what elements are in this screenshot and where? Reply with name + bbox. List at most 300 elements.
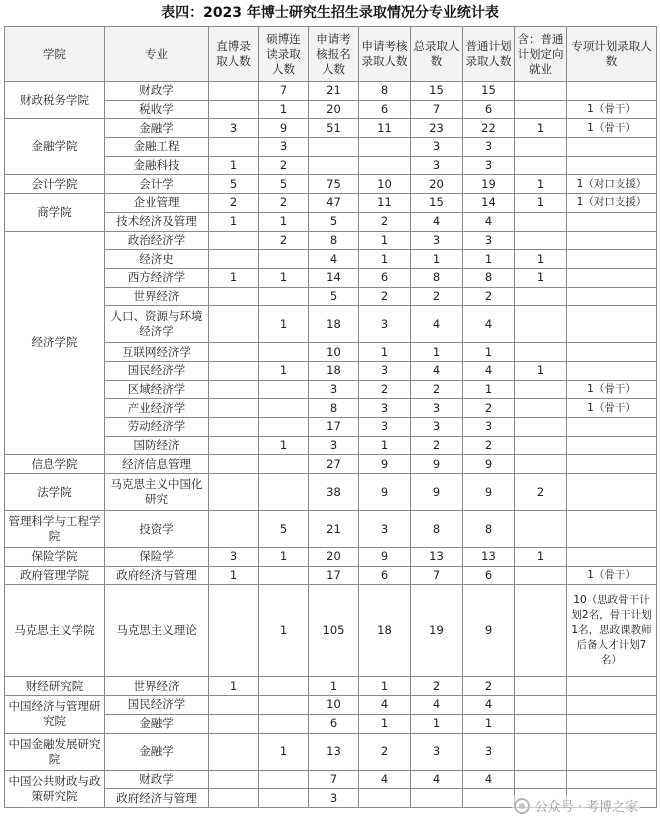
directed-cell: 1 (515, 548, 567, 567)
total-cell: 15 (411, 194, 463, 213)
total-cell: 7 (411, 100, 463, 119)
major-cell: 马克思主义理论 (105, 585, 209, 677)
direct-phd-cell: 1 (209, 677, 259, 696)
applicants-cell: 20 (309, 548, 359, 567)
total-cell: 3 (411, 399, 463, 418)
college-cell: 财经研究院 (5, 677, 105, 696)
applicants-cell: 21 (309, 82, 359, 101)
directed-cell (515, 231, 567, 250)
total-cell: 2 (411, 436, 463, 455)
college-cell: 经济学院 (5, 231, 105, 455)
master-phd-cell (259, 770, 309, 789)
direct-phd-cell: 3 (209, 119, 259, 138)
applicants-cell: 27 (309, 455, 359, 474)
major-cell: 国防经济 (105, 436, 209, 455)
applied-admitted-cell: 1 (359, 250, 411, 269)
directed-cell (515, 82, 567, 101)
special-cell (567, 361, 657, 380)
special-cell: 1（骨干） (567, 119, 657, 138)
applicants-cell: 20 (309, 100, 359, 119)
col-header-master-phd: 硕博连读录取人数 (259, 27, 309, 82)
total-cell: 9 (411, 455, 463, 474)
special-cell (567, 418, 657, 437)
table-row (5, 770, 657, 789)
applicants-cell: 17 (309, 566, 359, 585)
major-cell: 金融学 (105, 119, 209, 138)
major-cell: 金融学 (105, 714, 209, 733)
special-cell: 1（对口支援） (567, 175, 657, 194)
applied-admitted-cell: 6 (359, 268, 411, 287)
college-cell: 中国金融发展研究院 (5, 733, 105, 770)
regular-cell: 4 (463, 306, 515, 343)
major-cell: 金融学 (105, 733, 209, 770)
master-phd-cell (259, 677, 309, 696)
applied-admitted-cell (359, 789, 411, 808)
special-cell (567, 343, 657, 362)
regular-cell: 13 (463, 548, 515, 567)
watermark (512, 795, 640, 816)
total-cell: 20 (411, 175, 463, 194)
major-cell: 技术经济及管理 (105, 212, 209, 231)
table-row (5, 696, 657, 715)
applied-admitted-cell: 1 (359, 714, 411, 733)
major-cell: 马克思主义中国化研究 (105, 474, 209, 511)
table-title: 表四：2023 年博士研究生招生录取情况分专业统计表 (161, 5, 499, 21)
wechat-icon (514, 798, 530, 814)
direct-phd-cell: 3 (209, 548, 259, 567)
col-header-regular: 普通计划录取人数 (463, 27, 515, 82)
applicants-cell: 10 (309, 696, 359, 715)
major-cell: 金融科技 (105, 156, 209, 175)
applied-admitted-cell (359, 138, 411, 157)
direct-phd-cell: 1 (209, 566, 259, 585)
master-phd-cell: 2 (259, 194, 309, 213)
regular-cell: 2 (463, 399, 515, 418)
special-cell (567, 287, 657, 306)
special-cell (567, 268, 657, 287)
applied-admitted-cell: 4 (359, 696, 411, 715)
directed-cell (515, 306, 567, 343)
special-cell: 1（骨干） (567, 566, 657, 585)
regular-cell: 6 (463, 100, 515, 119)
watermark-text: 公众号 · 考博之家 (534, 800, 638, 815)
directed-cell (515, 287, 567, 306)
major-cell: 国民经济学 (105, 696, 209, 715)
special-cell: 1（骨干） (567, 100, 657, 119)
direct-phd-cell (209, 399, 259, 418)
total-cell: 13 (411, 548, 463, 567)
direct-phd-cell (209, 714, 259, 733)
major-cell: 投资学 (105, 511, 209, 548)
directed-cell: 1 (515, 175, 567, 194)
direct-phd-cell (209, 343, 259, 362)
regular-cell: 9 (463, 474, 515, 511)
major-cell: 金融工程 (105, 138, 209, 157)
regular-cell (463, 789, 515, 808)
total-cell: 4 (411, 306, 463, 343)
applicants-cell: 3 (309, 380, 359, 399)
applicants-cell: 105 (309, 585, 359, 677)
total-cell: 3 (411, 156, 463, 175)
applicants-cell: 8 (309, 231, 359, 250)
regular-cell: 6 (463, 566, 515, 585)
table-row (5, 119, 657, 138)
directed-cell (515, 436, 567, 455)
total-cell: 23 (411, 119, 463, 138)
major-cell: 人口、资源与环境经济学 (105, 306, 209, 343)
special-cell (567, 138, 657, 157)
major-cell: 经济史 (105, 250, 209, 269)
college-cell: 保险学院 (5, 548, 105, 567)
master-phd-cell: 2 (259, 231, 309, 250)
directed-cell (515, 714, 567, 733)
directed-cell (515, 212, 567, 231)
total-cell: 3 (411, 418, 463, 437)
major-cell: 世界经济 (105, 677, 209, 696)
master-phd-cell (259, 789, 309, 808)
applicants-cell: 10 (309, 343, 359, 362)
col-header-applicants: 申请考核报名人数 (309, 27, 359, 82)
master-phd-cell: 1 (259, 100, 309, 119)
directed-cell (515, 733, 567, 770)
direct-phd-cell (209, 418, 259, 437)
applied-admitted-cell: 3 (359, 511, 411, 548)
special-cell (567, 696, 657, 715)
total-cell: 4 (411, 770, 463, 789)
applicants-cell: 75 (309, 175, 359, 194)
total-cell: 9 (411, 474, 463, 511)
master-phd-cell (259, 287, 309, 306)
applied-admitted-cell: 1 (359, 343, 411, 362)
special-cell (567, 212, 657, 231)
direct-phd-cell (209, 306, 259, 343)
direct-phd-cell (209, 770, 259, 789)
applied-admitted-cell: 6 (359, 566, 411, 585)
college-cell: 法学院 (5, 474, 105, 511)
directed-cell (515, 585, 567, 677)
master-phd-cell (259, 714, 309, 733)
applied-admitted-cell: 1 (359, 436, 411, 455)
college-cell: 财政税务学院 (5, 82, 105, 119)
direct-phd-cell (209, 474, 259, 511)
special-cell (567, 306, 657, 343)
table-row (5, 511, 657, 548)
applicants-cell: 4 (309, 250, 359, 269)
applied-admitted-cell: 2 (359, 380, 411, 399)
direct-phd-cell: 1 (209, 268, 259, 287)
applied-admitted-cell: 1 (359, 231, 411, 250)
applied-admitted-cell: 8 (359, 82, 411, 101)
direct-phd-cell (209, 287, 259, 306)
directed-cell (515, 138, 567, 157)
master-phd-cell (259, 399, 309, 418)
total-cell: 3 (411, 138, 463, 157)
applicants-cell (309, 156, 359, 175)
master-phd-cell: 1 (259, 361, 309, 380)
applicants-cell: 47 (309, 194, 359, 213)
applied-admitted-cell: 4 (359, 770, 411, 789)
applicants-cell: 38 (309, 474, 359, 511)
direct-phd-cell (209, 436, 259, 455)
master-phd-cell: 9 (259, 119, 309, 138)
direct-phd-cell (209, 138, 259, 157)
special-cell (567, 548, 657, 567)
directed-cell (515, 399, 567, 418)
applicants-cell: 21 (309, 511, 359, 548)
applicants-cell: 17 (309, 418, 359, 437)
col-header-direct-phd: 直博录取人数 (209, 27, 259, 82)
special-cell (567, 511, 657, 548)
applicants-cell: 7 (309, 770, 359, 789)
regular-cell: 19 (463, 175, 515, 194)
regular-cell: 3 (463, 156, 515, 175)
college-cell: 信息学院 (5, 455, 105, 474)
direct-phd-cell (209, 585, 259, 677)
applicants-cell (309, 138, 359, 157)
direct-phd-cell: 1 (209, 212, 259, 231)
table-row (5, 194, 657, 213)
col-header-total: 总录取人数 (411, 27, 463, 82)
special-cell (567, 156, 657, 175)
master-phd-cell: 5 (259, 511, 309, 548)
directed-cell: 1 (515, 250, 567, 269)
regular-cell: 22 (463, 119, 515, 138)
applied-admitted-cell: 10 (359, 175, 411, 194)
college-cell: 政府管理学院 (5, 566, 105, 585)
direct-phd-cell: 2 (209, 194, 259, 213)
col-header-directed: 含：普通计划定向就业 (515, 27, 567, 82)
regular-cell: 2 (463, 677, 515, 696)
applicants-cell: 3 (309, 789, 359, 808)
major-cell: 产业经济学 (105, 399, 209, 418)
applied-admitted-cell: 18 (359, 585, 411, 677)
special-cell (567, 455, 657, 474)
applied-admitted-cell: 3 (359, 418, 411, 437)
major-cell: 企业管理 (105, 194, 209, 213)
applicants-cell: 5 (309, 212, 359, 231)
applied-admitted-cell: 11 (359, 119, 411, 138)
applicants-cell: 51 (309, 119, 359, 138)
directed-cell (515, 455, 567, 474)
master-phd-cell (259, 455, 309, 474)
regular-cell: 4 (463, 212, 515, 231)
applied-admitted-cell: 3 (359, 306, 411, 343)
master-phd-cell: 7 (259, 82, 309, 101)
regular-cell: 15 (463, 82, 515, 101)
direct-phd-cell (209, 380, 259, 399)
directed-cell: 1 (515, 268, 567, 287)
master-phd-cell: 1 (259, 436, 309, 455)
special-cell (567, 250, 657, 269)
applicants-cell: 5 (309, 287, 359, 306)
master-phd-cell (259, 343, 309, 362)
applied-admitted-cell: 2 (359, 212, 411, 231)
direct-phd-cell (209, 250, 259, 269)
major-cell: 经济信息管理 (105, 455, 209, 474)
applied-admitted-cell: 1 (359, 677, 411, 696)
directed-cell: 1 (515, 361, 567, 380)
applicants-cell: 18 (309, 361, 359, 380)
total-cell: 2 (411, 380, 463, 399)
applicants-cell: 13 (309, 733, 359, 770)
regular-cell: 8 (463, 511, 515, 548)
special-cell (567, 733, 657, 770)
major-cell: 财政学 (105, 82, 209, 101)
major-cell: 政府经济与管理 (105, 789, 209, 808)
total-cell: 4 (411, 212, 463, 231)
regular-cell: 3 (463, 138, 515, 157)
direct-phd-cell (209, 511, 259, 548)
direct-phd-cell (209, 733, 259, 770)
college-cell: 马克思主义学院 (5, 585, 105, 677)
regular-cell: 4 (463, 770, 515, 789)
special-cell: 10（思政骨干计划2名，骨干计划1名，思政课教师后备人才计划7名） (567, 585, 657, 677)
master-phd-cell (259, 250, 309, 269)
total-cell: 2 (411, 677, 463, 696)
applied-admitted-cell: 9 (359, 474, 411, 511)
table-row (5, 566, 657, 585)
direct-phd-cell (209, 100, 259, 119)
college-cell: 中国公共财政与政策研究院 (5, 770, 105, 807)
regular-cell: 1 (463, 250, 515, 269)
table-row (5, 677, 657, 696)
directed-cell (515, 418, 567, 437)
col-header-applied-admitted: 申请考核录取人数 (359, 27, 411, 82)
col-header-special: 专项计划录取人数 (567, 27, 657, 82)
major-cell: 国民经济学 (105, 361, 209, 380)
applicants-cell: 6 (309, 714, 359, 733)
major-cell: 互联网经济学 (105, 343, 209, 362)
directed-cell: 2 (515, 474, 567, 511)
applied-admitted-cell: 3 (359, 361, 411, 380)
total-cell: 15 (411, 82, 463, 101)
total-cell: 4 (411, 361, 463, 380)
total-cell: 4 (411, 696, 463, 715)
total-cell (411, 789, 463, 808)
special-cell: 1（骨干） (567, 380, 657, 399)
total-cell: 8 (411, 511, 463, 548)
applied-admitted-cell: 9 (359, 455, 411, 474)
direct-phd-cell (209, 361, 259, 380)
table-row (5, 733, 657, 770)
table-row (5, 474, 657, 511)
major-cell: 区域经济学 (105, 380, 209, 399)
applicants-cell: 1 (309, 677, 359, 696)
special-cell (567, 770, 657, 789)
major-cell: 劳动经济学 (105, 418, 209, 437)
directed-cell (515, 343, 567, 362)
applicants-cell: 14 (309, 268, 359, 287)
applicants-cell: 18 (309, 306, 359, 343)
directed-cell (515, 156, 567, 175)
total-cell: 3 (411, 231, 463, 250)
applied-admitted-cell: 9 (359, 548, 411, 567)
master-phd-cell: 2 (259, 156, 309, 175)
master-phd-cell: 5 (259, 175, 309, 194)
regular-cell: 3 (463, 733, 515, 770)
master-phd-cell: 1 (259, 306, 309, 343)
major-cell: 税收学 (105, 100, 209, 119)
master-phd-cell: 1 (259, 733, 309, 770)
master-phd-cell: 1 (259, 548, 309, 567)
special-cell (567, 231, 657, 250)
regular-cell: 3 (463, 418, 515, 437)
master-phd-cell: 1 (259, 585, 309, 677)
total-cell: 2 (411, 287, 463, 306)
special-cell: 1（骨干） (567, 399, 657, 418)
header-row (5, 27, 657, 82)
college-cell: 会计学院 (5, 175, 105, 194)
major-cell: 西方经济学 (105, 268, 209, 287)
total-cell: 8 (411, 268, 463, 287)
direct-phd-cell (209, 789, 259, 808)
direct-phd-cell (209, 696, 259, 715)
regular-cell: 9 (463, 455, 515, 474)
total-cell: 19 (411, 585, 463, 677)
master-phd-cell (259, 474, 309, 511)
applicants-cell: 3 (309, 436, 359, 455)
college-cell: 金融学院 (5, 119, 105, 175)
total-cell: 7 (411, 566, 463, 585)
master-phd-cell (259, 696, 309, 715)
applied-admitted-cell: 3 (359, 399, 411, 418)
regular-cell: 14 (463, 194, 515, 213)
college-cell: 商学院 (5, 194, 105, 231)
master-phd-cell (259, 380, 309, 399)
applied-admitted-cell: 2 (359, 287, 411, 306)
directed-cell (515, 380, 567, 399)
special-cell: 1（对口支援） (567, 194, 657, 213)
applied-admitted-cell: 6 (359, 100, 411, 119)
col-header-major: 专业 (105, 27, 209, 82)
total-cell: 1 (411, 714, 463, 733)
applied-admitted-cell: 2 (359, 733, 411, 770)
major-cell: 世界经济 (105, 287, 209, 306)
directed-cell (515, 566, 567, 585)
table-row (5, 585, 657, 677)
table-row (5, 82, 657, 101)
applicants-cell: 8 (309, 399, 359, 418)
col-header-college: 学院 (5, 27, 105, 82)
direct-phd-cell (209, 455, 259, 474)
special-cell (567, 82, 657, 101)
major-cell: 保险学 (105, 548, 209, 567)
regular-cell: 9 (463, 585, 515, 677)
direct-phd-cell (209, 82, 259, 101)
college-cell: 中国经济与管理研究院 (5, 696, 105, 733)
regular-cell: 1 (463, 380, 515, 399)
directed-cell: 1 (515, 194, 567, 213)
major-cell: 财政学 (105, 770, 209, 789)
direct-phd-cell (209, 231, 259, 250)
college-cell: 管理科学与工程学院 (5, 511, 105, 548)
total-cell: 3 (411, 733, 463, 770)
master-phd-cell: 3 (259, 138, 309, 157)
directed-cell (515, 677, 567, 696)
special-cell (567, 714, 657, 733)
total-cell: 1 (411, 343, 463, 362)
major-cell: 政府经济与管理 (105, 566, 209, 585)
directed-cell (515, 100, 567, 119)
regular-cell: 1 (463, 714, 515, 733)
regular-cell: 4 (463, 361, 515, 380)
master-phd-cell (259, 566, 309, 585)
special-cell (567, 474, 657, 511)
regular-cell: 3 (463, 231, 515, 250)
regular-cell: 8 (463, 268, 515, 287)
directed-cell (515, 511, 567, 548)
master-phd-cell (259, 418, 309, 437)
